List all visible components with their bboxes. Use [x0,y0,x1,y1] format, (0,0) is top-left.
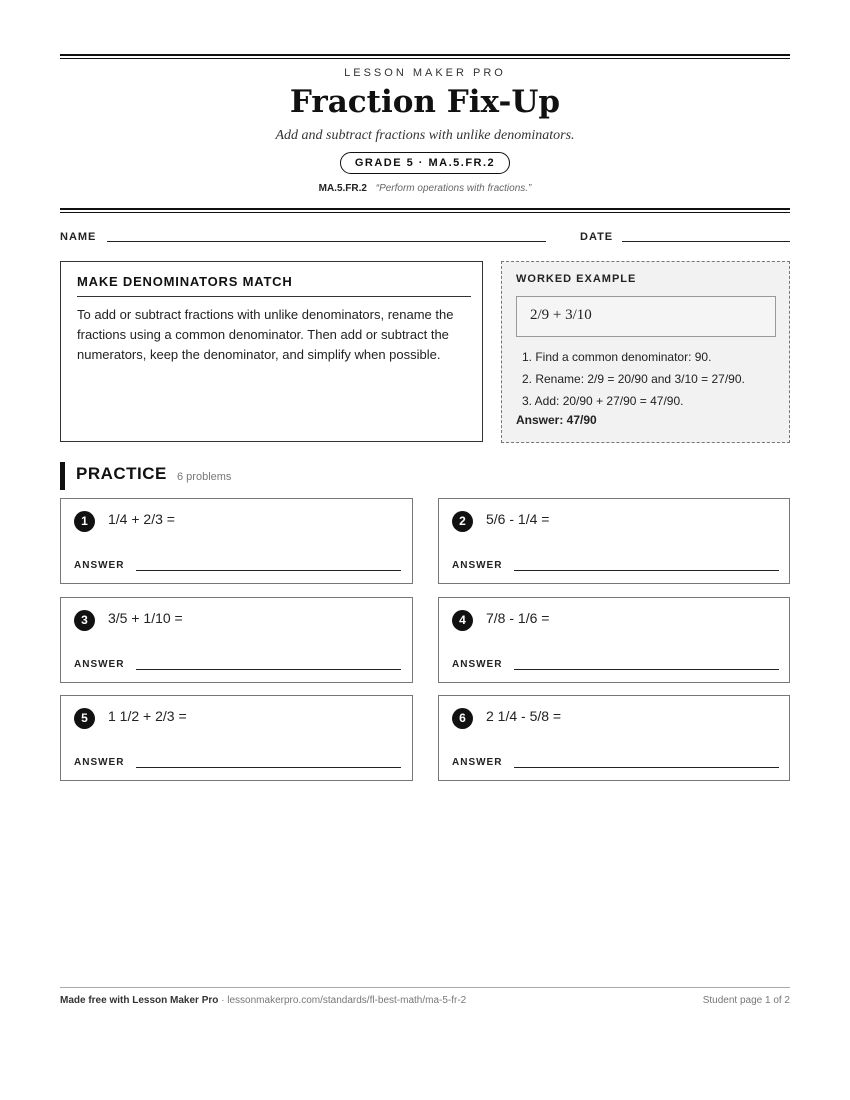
example-answer: Answer: 47/90 [516,413,597,427]
page-subtitle: Add and subtract fractions with unlike denominators. [275,128,575,143]
problem-card [60,498,413,584]
date-field[interactable] [622,241,790,242]
answer-label: ANSWER [452,659,503,670]
answer-label: ANSWER [74,560,125,571]
problem-expression: 5/6 - 1/4 = [486,511,550,527]
problem-expression: 2 1/4 - 5/8 = [486,708,562,724]
answer-field[interactable] [514,767,779,768]
problem-number: 4 [452,610,473,631]
standard-line [60,183,790,194]
example-step: 3. Add: 20/90 + 27/90 = 47/90. [522,394,684,408]
footer-rule [60,987,790,988]
header-bottom-rule [60,208,790,213]
brand-name: LESSON MAKER PRO [344,67,506,79]
problem-card [438,695,790,781]
worked-example-box [501,261,790,443]
answer-label: ANSWER [74,757,125,768]
practice-title: PRACTICE [76,464,167,483]
lesson-text: To add or subtract fractions with unlike denominators, rename the fractions using a common denominator. Then add or subtract the numerators, keep the denominator, and simplify when possible. [77,307,454,362]
example-heading: WORKED EXAMPLE [516,273,637,285]
problem-expression: 1 1/2 + 2/3 = [108,708,187,724]
practice-accent-bar [60,462,65,490]
answer-field[interactable] [136,570,401,571]
problem-number: 6 [452,708,473,729]
answer-field[interactable] [136,767,401,768]
problem-card [438,597,790,683]
problem-number: 5 [74,708,95,729]
standard-quote: “Perform operations with fractions.” [375,183,532,194]
answer-label: ANSWER [452,757,503,768]
example-expression: 2/9 + 3/10 [516,296,776,337]
footer-credit [60,995,466,1006]
name-label: NAME [60,231,97,243]
header-top-rule [60,54,790,59]
problem-expression: 7/8 - 1/6 = [486,610,550,626]
answer-field[interactable] [136,669,401,670]
grade-badge: GRADE 5 · MA.5.FR.2 [340,152,510,174]
problem-expression: 3/5 + 1/10 = [108,610,183,626]
example-steps [522,346,745,412]
date-label: DATE [580,231,614,243]
problem-card [60,695,413,781]
grade-badge-wrap [60,152,790,174]
footer-url[interactable]: · lessonmakerpro.com/standards/fl-best-math/ma-5-fr-2 [218,995,467,1006]
problem-number: 2 [452,511,473,532]
problem-card [60,597,413,683]
answer-label: ANSWER [74,659,125,670]
lesson-box [60,261,483,442]
page-title: Fraction Fix-Up [289,84,561,120]
footer-brand: Made free with Lesson Maker Pro [60,995,219,1006]
example-step: 1. Find a common denominator: 90. [522,350,712,364]
problem-number: 3 [74,610,95,631]
answer-field[interactable] [514,570,779,571]
lesson-heading: MAKE DENOMINATORS MATCH [77,274,471,297]
standard-code: MA.5.FR.2 [318,183,367,194]
answer-field[interactable] [514,669,779,670]
problem-card [438,498,790,584]
answer-label: ANSWER [452,560,503,571]
name-field[interactable] [107,241,546,242]
worksheet-page [60,0,790,1100]
example-step: 2. Rename: 2/9 = 20/90 and 3/10 = 27/90. [522,372,745,386]
practice-count: 6 problems [177,471,232,483]
problem-expression: 1/4 + 2/3 = [108,511,175,527]
problem-number: 1 [74,511,95,532]
footer-page-number: Student page 1 of 2 [702,995,790,1006]
